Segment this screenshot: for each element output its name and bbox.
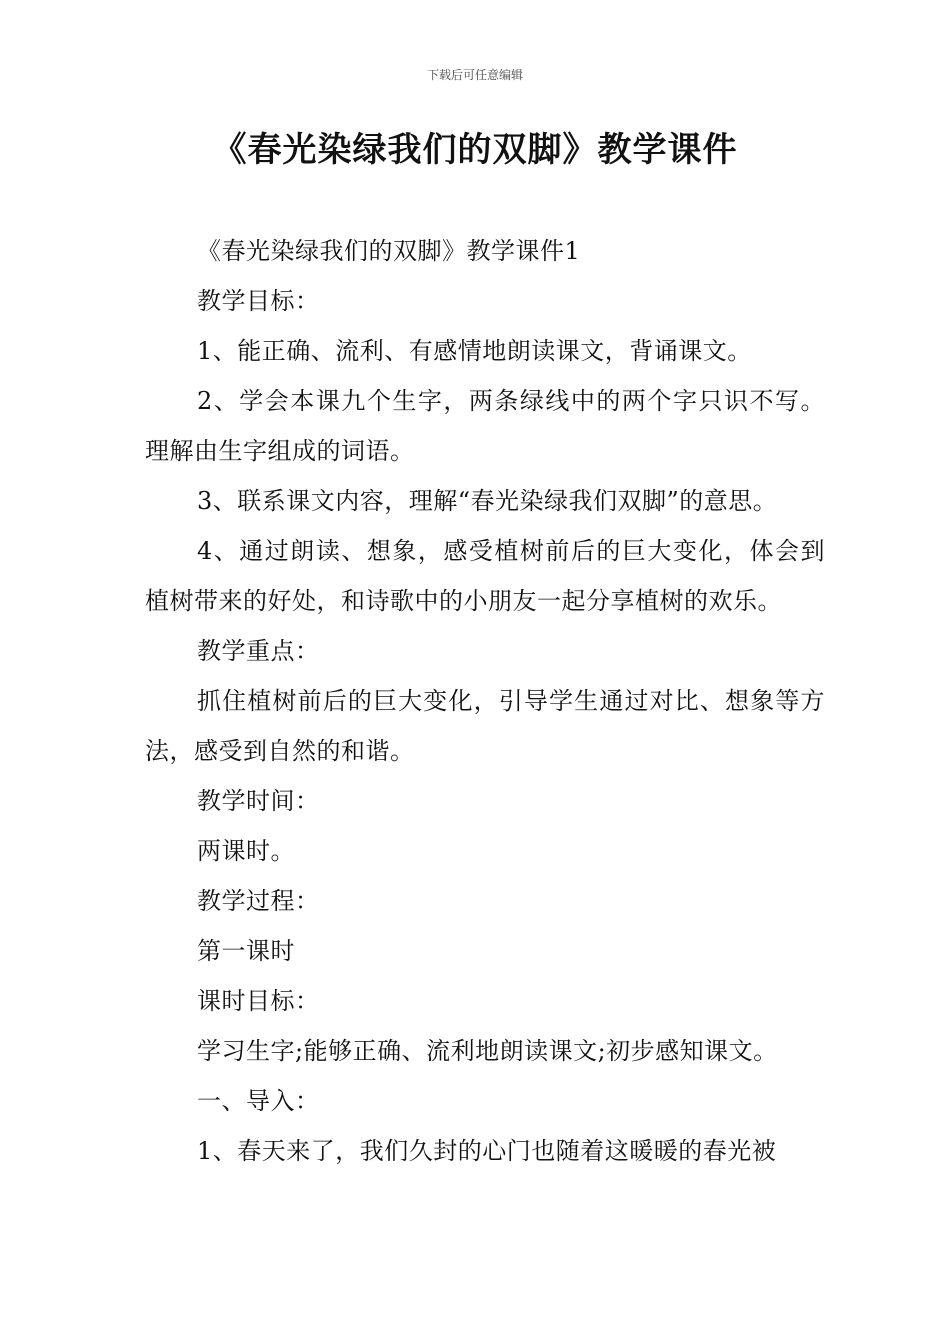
paragraph: 两课时。 — [197, 837, 295, 865]
paragraph-label: 一、导入： — [197, 1087, 320, 1115]
paragraph-label: 教学重点： — [197, 637, 320, 665]
paragraph: 4、通过朗读、想象，感受植树前后的巨大变化，体会到植树带来的好处，和诗歌中的小朋友一起分享植树的欢乐。 — [145, 537, 825, 615]
paragraph: 2、学会本课九个生字，两条绿线中的两个字只识不写。理解由生字组成的词语。 — [145, 387, 825, 465]
paragraph-label: 教学过程： — [197, 887, 320, 915]
paragraph-label: 课时目标： — [197, 987, 320, 1015]
section-heading: 《春光染绿我们的双脚》教学课件1 — [197, 237, 581, 265]
paragraph: 抓住植树前后的巨大变化，引导学生通过对比、想象等方法，感受到自然的和谐。 — [145, 687, 825, 765]
header-note: 下载后可任意编辑 — [426, 68, 523, 82]
paragraph: 1、能正确、流利、有感情地朗读课文，背诵课文。 — [197, 337, 752, 365]
document-title: 《春光染绿我们的双脚》教学课件 — [212, 130, 738, 170]
document-body — [145, 226, 825, 1176]
paragraph: 3、联系课文内容，理解“春光染绿我们双脚”的意思。 — [197, 487, 778, 515]
paragraph-label: 教学时间： — [197, 787, 320, 815]
paragraph-label: 第一课时 — [197, 937, 295, 965]
paragraph-label: 教学目标： — [197, 287, 320, 315]
paragraph: 学习生字;能够正确、流利地朗读课文;初步感知课文。 — [197, 1037, 778, 1065]
paragraph: 1、春天来了，我们久封的心门也随着这暖暖的春光被 — [197, 1137, 777, 1165]
